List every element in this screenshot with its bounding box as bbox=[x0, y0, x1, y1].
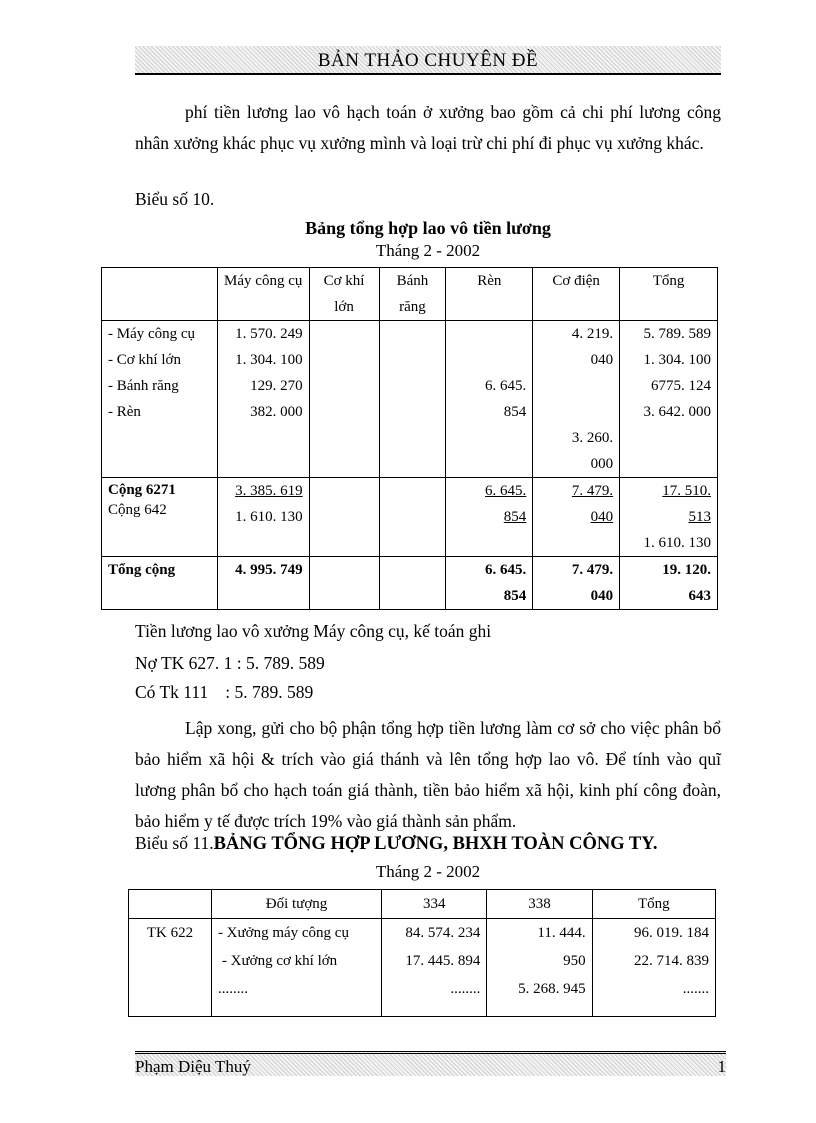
tong-cong-label: Tổng cộng bbox=[102, 557, 218, 610]
bieu10-label: Biểu số 10. bbox=[135, 189, 215, 209]
entry-account: Có Tk 111 bbox=[135, 682, 209, 702]
cell-value: 1. 610. 130 bbox=[235, 509, 303, 525]
cell-value: 3. 385. 619 bbox=[235, 483, 303, 499]
table-row bbox=[102, 321, 718, 478]
tong-values bbox=[620, 321, 718, 478]
tong-cong-co-khi-lon bbox=[309, 557, 379, 610]
cell-value: 6. 645. bbox=[485, 378, 527, 394]
cong-tong bbox=[620, 478, 718, 557]
bieu11-subtitle: Tháng 2 - 2002 bbox=[375, 862, 481, 881]
entry-line-3 bbox=[135, 677, 313, 708]
entry-line-2: Nợ TK 627. 1 : 5. 789. 589 bbox=[135, 653, 325, 673]
bieu10-subtitle: Tháng 2 - 2002 bbox=[375, 241, 481, 260]
bieu10-title: Bảng tổng hợp lao vô tiền lương bbox=[305, 218, 551, 238]
entry-line-1: Tiền lương lao vô xưởng Máy công cụ, kế toán ghi bbox=[135, 621, 492, 641]
cell-value: ........ bbox=[450, 981, 481, 997]
cell-value: 6. 645. bbox=[485, 562, 527, 578]
cell-value: 3. 642. 000 bbox=[643, 404, 711, 420]
header-may-cong-cu: Máy công cụ bbox=[217, 268, 309, 321]
table-header-row bbox=[102, 268, 718, 321]
cell-value: 84. 574. 234 bbox=[405, 925, 481, 941]
tong-cong-co-dien bbox=[533, 557, 620, 610]
cong-banh-rang bbox=[379, 478, 446, 557]
cell-value: 382. 000 bbox=[250, 404, 303, 420]
tong-cong-tong bbox=[620, 557, 718, 610]
cell-value: 000 bbox=[590, 456, 614, 472]
header-338: 338 bbox=[487, 890, 592, 919]
entry-amount: : 5. 789. 589 bbox=[225, 682, 314, 702]
header-co-dien: Cơ điện bbox=[533, 268, 620, 321]
row-label: - Cơ khí lớn bbox=[108, 352, 181, 368]
header-ren: Rèn bbox=[446, 268, 533, 321]
page-footer bbox=[135, 1051, 726, 1076]
cell-value: 7. 479. bbox=[571, 483, 614, 499]
cong-may-cong-cu bbox=[217, 478, 309, 557]
page-number: 1 bbox=[717, 1057, 726, 1076]
tong-cong-ren bbox=[446, 557, 533, 610]
footer-author: Phạm Diệu Thuý bbox=[135, 1057, 251, 1076]
doi-tuong-cell bbox=[211, 919, 381, 1017]
cell-value: - Xưởng cơ khí lớn bbox=[221, 953, 338, 969]
tong-cell bbox=[592, 919, 715, 1017]
cell-value: 1. 610. 130 bbox=[643, 535, 711, 551]
header-title: BẢN THẢO CHUYÊN ĐỀ bbox=[317, 50, 539, 71]
co-dien-values bbox=[533, 321, 620, 478]
cong-co-khi-lon bbox=[309, 478, 379, 557]
bieu11-heading bbox=[135, 828, 658, 860]
cong-642-label: Cộng 642 bbox=[108, 502, 167, 518]
cell-value: 17. 510. bbox=[662, 483, 711, 499]
may-cong-cu-values bbox=[217, 321, 309, 478]
account-cell: TK 622 bbox=[129, 919, 212, 1017]
cong-labels-cell bbox=[102, 478, 218, 557]
bieu11-label: Biểu số 11. bbox=[135, 833, 214, 853]
cell-value: 040 bbox=[590, 588, 614, 604]
cell-value: 11. 444. bbox=[537, 925, 586, 941]
c334-cell bbox=[382, 919, 487, 1017]
cell-value: 040 bbox=[590, 509, 614, 525]
cell-value: - Xưởng máy công cụ bbox=[217, 925, 349, 941]
cell-value: 129. 270 bbox=[250, 378, 303, 394]
cell-value: 5. 789. 589 bbox=[643, 326, 711, 342]
row-labels-cell bbox=[102, 321, 218, 478]
bieu11-table bbox=[128, 889, 716, 1017]
cell-value: 1. 570. 249 bbox=[235, 326, 303, 342]
cell-value: 950 bbox=[563, 953, 586, 969]
cell-value: ....... bbox=[682, 981, 709, 997]
table-row-cong bbox=[102, 478, 718, 557]
cong-co-dien bbox=[533, 478, 620, 557]
tong-cong-banh-rang bbox=[379, 557, 446, 610]
cell-value: 3. 260. bbox=[571, 430, 614, 446]
row-label: - Bánh răng bbox=[108, 378, 179, 394]
paragraph-2: Lập xong, gửi cho bộ phận tổng hợp tiền lương làm cơ sở cho việc phân bổ bảo hiểm xã hội & trích vào giá thánh và lên tổng hợp lao vô. Để tính vào quĩ lương phân bổ cho hạch toán giá thành, tiền bảo hiểm xã hội, kinh phí công đoàn, bảo hiểm y tế được trích 19% vào giá thành sản phẩm. bbox=[135, 718, 721, 831]
cell-value: 1. 304. 100 bbox=[235, 352, 303, 368]
page-header bbox=[135, 46, 721, 75]
cell-value: 4. 219. bbox=[571, 326, 614, 342]
row-label: - Rèn bbox=[108, 404, 141, 420]
header-banh-rang: Bánh răng bbox=[379, 268, 446, 321]
cell-value: 96. 019. 184 bbox=[634, 925, 709, 941]
bieu11-title: BẢNG TỔNG HỢP LƯƠNG, BHXH TOÀN CÔNG TY. bbox=[213, 834, 658, 854]
header-tong: Tổng bbox=[592, 890, 715, 919]
c338-cell bbox=[487, 919, 592, 1017]
cell-value: 22. 714. 839 bbox=[634, 953, 709, 969]
banh-rang-values bbox=[379, 321, 446, 478]
tong-cong-may-cong-cu: 4. 995. 749 bbox=[217, 557, 309, 610]
cell-value: 5. 268. 945 bbox=[518, 981, 586, 997]
cell-value: 6775. 124 bbox=[651, 378, 711, 394]
header-tong: Tổng bbox=[620, 268, 718, 321]
cell-value: 040 bbox=[590, 352, 614, 368]
cell-value: 854 bbox=[503, 404, 527, 420]
cell-value: ........ bbox=[217, 981, 248, 997]
cell-value: 854 bbox=[503, 588, 527, 604]
cell-value: 17. 445. 894 bbox=[405, 953, 481, 969]
cong-6271-label: Cộng 6271 bbox=[108, 482, 176, 498]
header-co-khi-lon: Cơ khí lớn bbox=[309, 268, 379, 321]
cell-value: 854 bbox=[503, 509, 527, 525]
bieu10-table bbox=[101, 267, 718, 610]
table-header-row bbox=[129, 890, 716, 919]
header-cell-empty bbox=[102, 268, 218, 321]
table-row-tong-cong bbox=[102, 557, 718, 610]
cell-value: 643 bbox=[688, 588, 711, 604]
cell-value: 7. 479. bbox=[571, 562, 614, 578]
co-khi-lon-values bbox=[309, 321, 379, 478]
cell-value: 1. 304. 100 bbox=[643, 352, 711, 368]
intro-paragraph: phí tiền lương lao vô hạch toán ở xưởng bao gồm cả chi phí lương công nhân xưởng khác phục vụ xưởng mình và loại trừ chi phí đi phục vụ xưởng khác. bbox=[135, 102, 721, 153]
table-row bbox=[129, 919, 716, 1017]
cell-value: 513 bbox=[688, 509, 711, 525]
row-label: - Máy công cụ bbox=[108, 326, 196, 342]
header-cell-empty bbox=[129, 890, 212, 919]
ren-values bbox=[446, 321, 533, 478]
header-doi-tuong: Đối tượng bbox=[211, 890, 381, 919]
cong-ren bbox=[446, 478, 533, 557]
cell-value: 19. 120. bbox=[662, 562, 711, 578]
header-334: 334 bbox=[382, 890, 487, 919]
cell-value: 6. 645. bbox=[485, 483, 527, 499]
